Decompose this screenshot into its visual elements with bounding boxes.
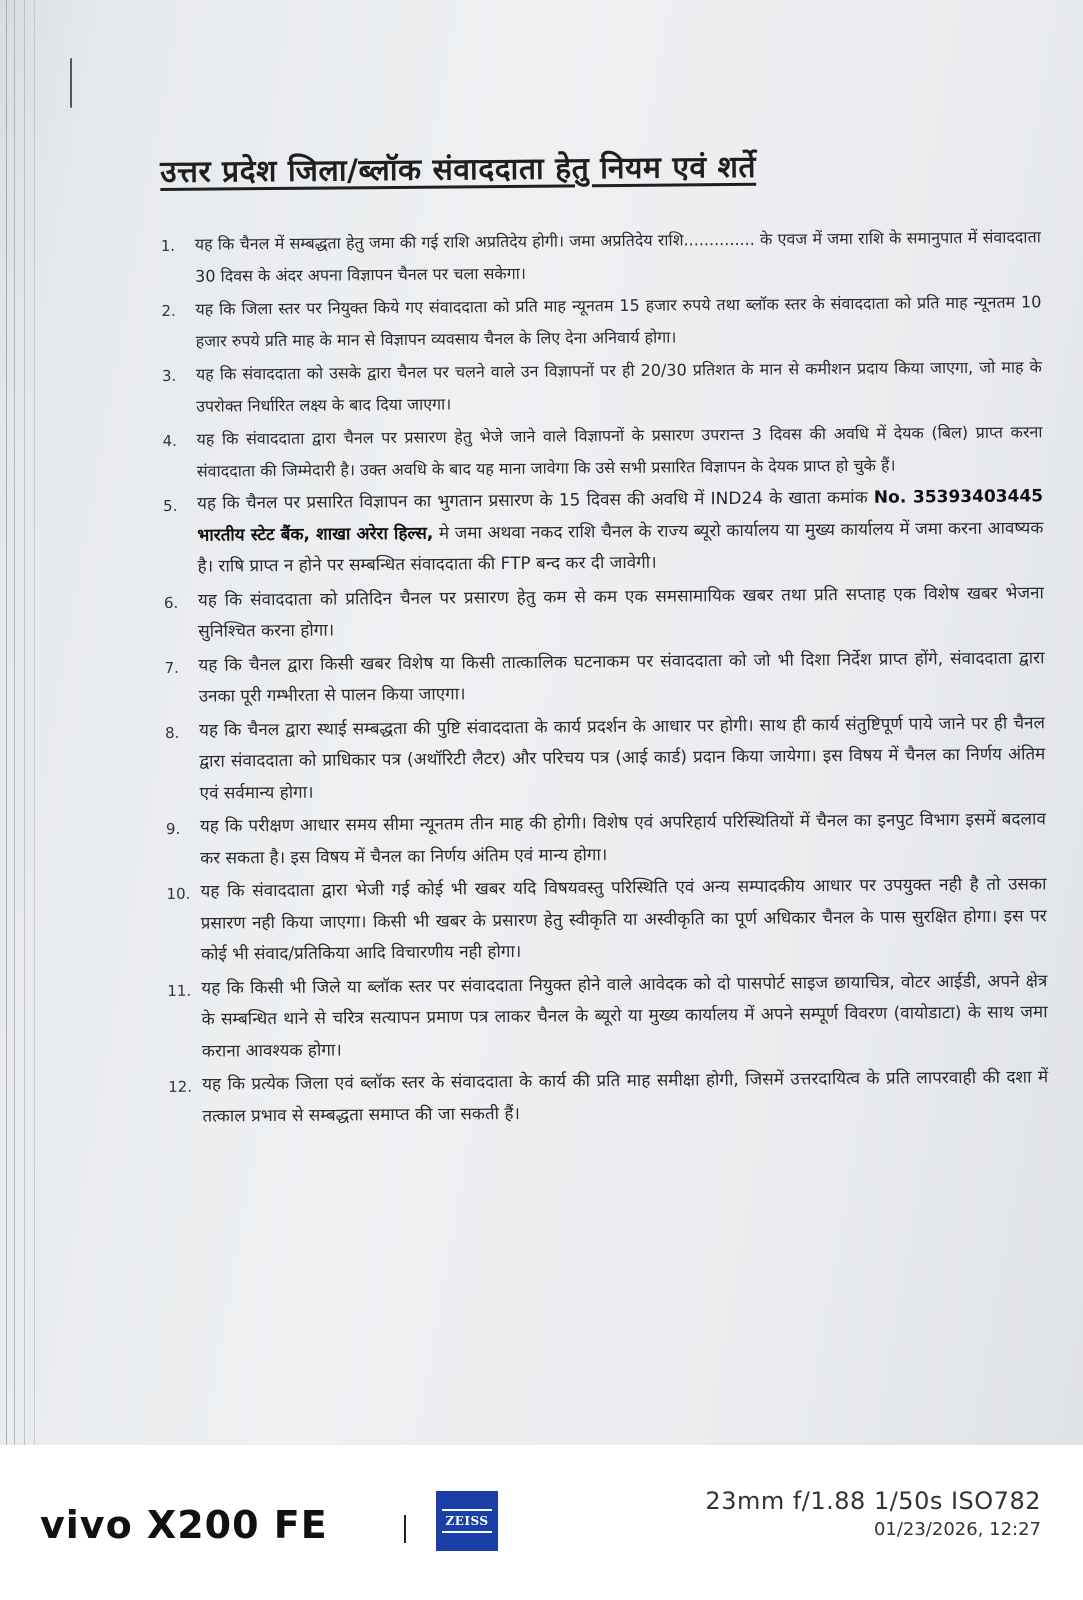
rule-item	[167, 966, 1048, 1068]
document-sheet	[160, 142, 1049, 1135]
rule-number: 10.	[166, 884, 191, 903]
rule-text: यह कि चैनल द्वारा किसी खबर विशेष या किसी तात्कालिक घटनाकम पर संवाददाता को जो भी दिशा निर्देश प्राप्त होंगे, संवाददाता द्वारा उनका पूरी गम्भीरता से पालन किया जाएगा।	[198, 647, 1045, 707]
rule-item	[166, 869, 1047, 971]
rule-text-part: मे जमा अथवा नकद राशि चैनल के राज्य ब्यूरो कार्यालय या मुख्य कार्यालय में जमा करना आवष्यक है। राषि प्राप्त न होने पर सम्बन्धित संवाददाता की FTP बन्द कर दी जावेगी।	[197, 517, 1044, 577]
camera-watermark-bar	[0, 1445, 1083, 1600]
rule-item	[165, 708, 1046, 810]
rule-text: यह कि चैनल द्वारा स्थाई सम्बद्धता की पुष्टि संवाददाता के कार्य प्रदर्शन के आधार पर होगी। साथ ही कार्य संतुष्टिपूर्ण पाये जाने पर ही चैनल द्वारा संवाददाता को प्राधिकार पत्र (अथॉरिटी लैटर) और परिचय पत्र (आई कार्ड) प्रदान किया जायेगा। इस विषय में चैनल का निर्णय अंतिम एवं सर्वमान्य होगा।	[198, 712, 1046, 804]
rule-item	[162, 416, 1043, 487]
rule-number: 3.	[161, 366, 177, 385]
pen-mark	[70, 58, 76, 108]
rule-text: यह कि संवाददाता को प्रतिदिन चैनल पर प्रसारण हेतु कम से कम एक समसामायिक खबर तथा प्रति सप्ताह एक विशेष खबर भेजना सुनिश्चित करना होगा।	[197, 582, 1044, 642]
rule-number: 5.	[163, 496, 178, 515]
rule-number: 12.	[168, 1077, 193, 1096]
rule-item	[163, 481, 1044, 583]
rule-item	[164, 643, 1045, 714]
rule-number: 9.	[165, 819, 181, 838]
rule-item	[162, 351, 1043, 422]
rule-number: 2.	[161, 301, 176, 320]
rule-text-part: यह कि चैनल पर प्रसारित विज्ञापन का भुगतान प्रसारण के 15 दिवस की अवधि में IND24 के खाता कमांक	[197, 487, 874, 514]
rule-number: 1.	[160, 236, 176, 255]
rule-text: यह कि चैनल में सम्बद्धता हेतु जमा की गई राशि अप्रतिदेय होगी। जमा अप्रतिदेय राशि.............. के एवज में जमा राशि के समानुपात में संवाददाता 30 दिवस के अंदर अपना विज्ञापन चैनल पर चला सकेगा।	[194, 227, 1041, 286]
rule-number: 6.	[163, 593, 179, 612]
rule-text: यह कि संवाददाता द्वारा भेजी गई कोई भी खबर यदि विषयवस्तु परिस्थिति एवं अन्य सम्पादकीय आधार पर उपयुक्त नही है तो उसका प्रसारण नही किया जाएगा। किसी भी खबर के प्रसारण हेतु स्वीकृति या अस्वीकृति का पूर्ण अधिकार चैनल के पास सुरक्षित होगा। इस पर कोई भी संवाद/प्रतिकिया आदि विचारणीय नही होगा।	[200, 874, 1047, 965]
rule-item	[168, 1062, 1049, 1133]
rule-text: यह कि संवाददाता द्वारा चैनल पर प्रसारण हेतु भेजे जाने वाले विज्ञापनों के प्रसारण उपरान्त 3 दिवस की अवधि में देयक (बिल) प्राप्त करना संवाददाता की जिम्मेदारी है। उक्त अवधि के बाद यह माना जावेगा कि उसे सभी प्रसारित विज्ञापन के देयक प्राप्त हो चुके हैं।	[196, 422, 1043, 481]
rule-text: यह कि किसी भी जिले या ब्लॉक स्तर पर संवाददाता नियुक्त होने वाले आवेदक को दो पासपोर्ट साइज छायाचित्र, वोटर आईडी, अपने क्षेत्र के सम्बन्धित थाने से चरित्र सत्यापन प्रमाण पत्र लाकर चैनल के ब्यूरो या मुख्य कार्यालय में अपने सम्पूर्ण विवरण (वायोडाटा) के साथ जमा कराना आवश्यक होगा।	[201, 970, 1048, 1062]
rule-text: यह कि प्रत्येक जिला एवं ब्लॉक स्तर के संवाददाता के कार्य की प्रति माह समीक्षा होगी, जिसमें उत्तरदायित्व के प्रति लापरवाही की दशा में तत्काल प्रभाव से सम्बद्धता समाप्त की जा सकती हैं।	[202, 1067, 1049, 1127]
rules-list	[161, 221, 1049, 1133]
rule-number: 7.	[164, 658, 179, 677]
camera-specs	[705, 1487, 1041, 1540]
exposure-info: 23mm f/1.88 1/50s ISO782	[705, 1487, 1041, 1515]
rule-item	[161, 286, 1042, 357]
rule-number: 4.	[162, 431, 177, 450]
stacked-page-edges	[0, 0, 60, 1445]
rule-item	[164, 578, 1045, 649]
rule-text	[197, 481, 1044, 583]
document-title: उत्तर प्रदेश जिला/ब्लॉक संवाददाता हेतु नियम एवं शर्ते	[160, 149, 757, 190]
rule-item	[166, 804, 1047, 875]
bank-account-detail: No. 35393403445 भारतीय स्टेट बैंक, शाखा अरेरा हिल्स,	[197, 486, 1044, 546]
rule-text: यह कि परीक्षण आधार समय सीमा न्यूनतम तीन माह की होगी। विशेष एवं अपरिहार्य परिस्थितियों में चैनल का इनपुट विभाग इसमें बदलाव कर सकता है। इस विषय में चैनल का निर्णय अंतिम एवं मान्य होगा।	[199, 809, 1046, 869]
rule-number: 8.	[165, 723, 180, 742]
rule-number: 11.	[167, 981, 192, 1000]
rule-item	[161, 221, 1042, 292]
phone-brand: vivo X200 FE	[40, 1503, 328, 1547]
zeiss-logo-icon: ZEISS	[436, 1491, 498, 1551]
divider	[404, 1515, 406, 1543]
rule-text: यह कि जिला स्तर पर नियुक्त किये गए संवाददाता को प्रति माह न्यूनतम 15 हजार रुपये तथा ब्लॉक स्तर के संवाददाता को प्रति माह न्यूनतम 10 हजार रुपये प्रति माह के मान से विज्ञापन व्यवसाय चैनल के लिए देना अनिवार्य होगा।	[195, 292, 1042, 351]
rule-text: यह कि संवाददाता को उसके द्वारा चैनल पर चलने वाले उन विज्ञापनों पर ही 20/30 प्रतिशत के मान से कमीशन प्रदाय किया जाएगा, जो माह के उपरोक्त निर्धारित लक्ष्य के बाद दिया जाएगा।	[195, 357, 1043, 416]
capture-datetime: 01/23/2026, 12:27	[873, 1519, 1041, 1540]
